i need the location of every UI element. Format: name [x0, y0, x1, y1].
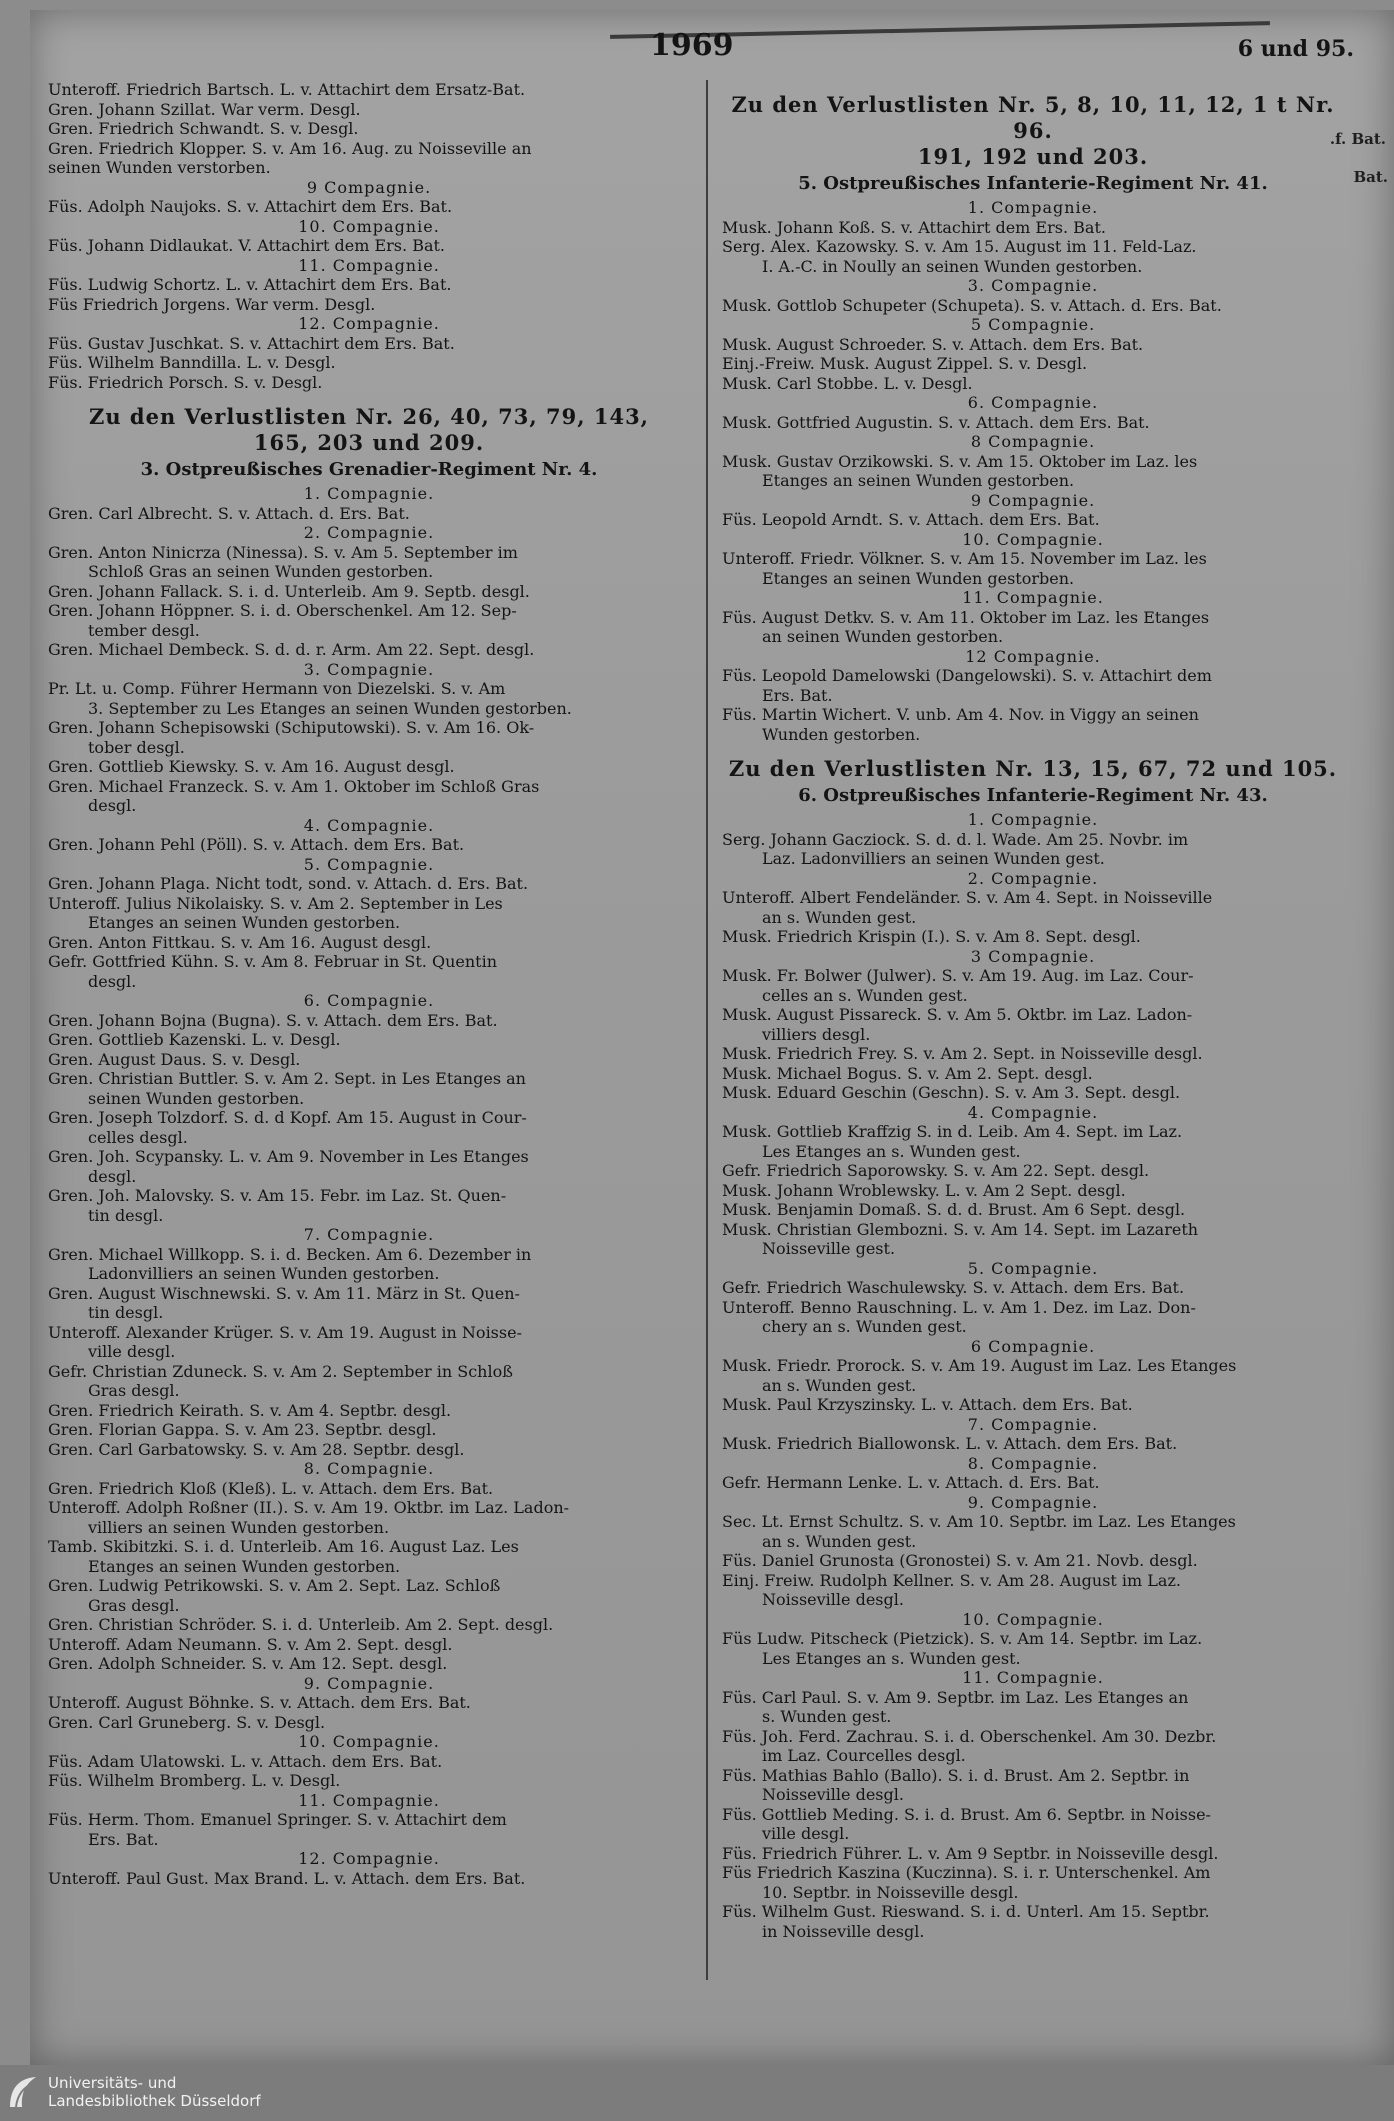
company-heading: 12. Compagnie. [298, 1849, 440, 1868]
list-entry: Einj. Freiw. Rudolph Kellner. S. v. Am 28. August im Laz. [722, 1570, 1181, 1590]
list-entry: Gren. Carl Garbatowsky. S. v. Am 28. Septbr. desgl. [48, 1439, 465, 1459]
company-heading: 10. Compagnie. [298, 1732, 440, 1751]
list-entry-continuation: tin desgl. [88, 1303, 164, 1322]
list-entry: Pr. Lt. u. Comp. Führer Hermann von Diezelski. S. v. Am [48, 679, 506, 698]
company-heading: 5. Compagnie. [303, 854, 435, 874]
list-entry-continuation: Les Etanges an s. Wunden gest. [762, 1648, 1021, 1668]
list-entry: Gren. Joh. Scypansky. L. v. Am 9. November in Les Etanges [48, 1147, 529, 1166]
list-entry: Gren. Friedrich Kloß (Kleß). L. v. Attach. dem Ers. Bat. [48, 1478, 494, 1498]
company-heading: 1. Compagnie. [967, 198, 1099, 217]
company-heading: 7. Compagnie. [967, 1414, 1099, 1434]
list-entry: Füs. Wilhelm Banndilla. L. v. Desgl. [48, 353, 336, 372]
list-entry-continuation: Ladonvilliers an seinen Wunden gestorben. [88, 1264, 440, 1283]
list-entry: Gren. Michael Willkopp. S. i. d. Becken. Am 6. Dezember in [48, 1244, 532, 1264]
company-heading: 8. Compagnie. [303, 1459, 435, 1478]
list-entry: Musk. Johann Koß. S. v. Attachirt dem Ers. Bat. [722, 217, 1106, 237]
list-entry: Füs. Herm. Thom. Emanuel Springer. S. v. Attachirt dem [48, 1810, 507, 1829]
company-heading: 9. Compagnie. [303, 1673, 435, 1693]
list-entry-continuation: an s. Wunden gest. [762, 1375, 917, 1395]
list-entry-continuation: Etanges an seinen Wunden gestorben. [88, 1556, 401, 1576]
list-entry-continuation: celles an s. Wunden gest. [762, 985, 968, 1005]
list-entry: Einj.-Freiw. Musk. August Zippel. S. v. Desgl. [722, 354, 1088, 373]
loss-list-heading: 191, 192 und 203. [917, 144, 1149, 169]
list-entry-continuation: Ers. Bat. [88, 1829, 159, 1849]
list-entry-continuation: Etanges an seinen Wunden gestorben. [762, 568, 1075, 588]
list-entry-continuation: Ers. Bat. [762, 685, 833, 705]
list-entry-continuation: im Laz. Courcelles desgl. [762, 1746, 966, 1765]
list-entry-continuation: an s. Wunden gest. [762, 1531, 917, 1551]
list-entry: Füs. Ludwig Schortz. L. v. Attachirt dem Ers. Bat. [48, 275, 452, 294]
edge-fragment-2: Bat. [1353, 168, 1388, 186]
list-entry-continuation: 10. Septbr. in Noisseville desgl. [762, 1882, 1019, 1902]
edge-fragment-1: .f. Bat. [1329, 130, 1386, 148]
list-entry: Musk. Christian Glembozni. S. v. Am 14. Sept. im Lazareth [722, 1219, 1199, 1239]
list-entry-continuation: ville desgl. [88, 1342, 176, 1361]
list-entry: Serg. Alex. Kazowsky. S. v. Am 15. August im 11. Feld-Laz. [722, 237, 1197, 256]
list-entry: Füs Friedrich Jorgens. War verm. Desgl. [48, 294, 376, 314]
list-entry: Gren. Anton Fittkau. S. v. Am 16. August desgl. [48, 932, 432, 952]
page-number: 1969 [650, 28, 734, 63]
company-heading: 5 Compagnie. [970, 315, 1096, 334]
list-entry: Füs. Joh. Ferd. Zachrau. S. i. d. Oberschenkel. Am 30. Dezbr. [722, 1726, 1217, 1746]
company-heading: 12 Compagnie. [965, 646, 1101, 666]
header-continuation: 6 und 95. [1237, 36, 1354, 62]
list-entry: Gefr. Friedrich Saporowsky. S. v. Am 22. Sept. desgl. [722, 1161, 1150, 1180]
list-entry-continuation: Noisseville desgl. [762, 1590, 904, 1609]
library-footer [0, 2065, 1394, 2121]
list-entry-continuation: chery an s. Wunden gest. [762, 1317, 967, 1336]
list-entry: Gren. Johann Höppner. S. i. d. Oberschenkel. Am 12. Sep- [48, 601, 517, 620]
list-entry: Gren. Friedrich Klopper. S. v. Am 16. Aug. zu Noisseville an [48, 138, 532, 158]
company-heading: 8 Compagnie. [970, 432, 1096, 451]
list-entry: Gren. Friedrich Schwandt. S. v. Desgl. [48, 119, 359, 138]
list-entry: Musk. Johann Wroblewsky. L. v. Am 2 Sept. desgl. [722, 1180, 1126, 1200]
column-divider [706, 80, 708, 1980]
list-entry: Füs. Friedrich Porsch. S. v. Desgl. [48, 372, 323, 392]
list-entry-continuation: Gras desgl. [88, 1595, 180, 1615]
list-entry: Gren. Adolph Schneider. S. v. Am 12. Sept. desgl. [48, 1654, 448, 1673]
list-entry: Musk. Gottlob Schupeter (Schupeta). S. v. Attach. d. Ers. Bat. [722, 295, 1222, 315]
list-entry: Gren. Friedrich Keirath. S. v. Am 4. Septbr. desgl. [48, 1400, 452, 1420]
list-entry-continuation: 3. September zu Les Etanges an seinen Wunden gestorben. [88, 698, 572, 718]
list-entry: Sec. Lt. Ernst Schultz. S. v. Am 10. Septbr. im Laz. Les Etanges [722, 1512, 1236, 1531]
list-entry: Gren. August Wischnewski. S. v. Am 11. März in St. Quen- [48, 1283, 520, 1303]
list-entry: Gren. Michael Dembeck. S. d. d. r. Arm. Am 22. Sept. desgl. [48, 640, 535, 659]
company-heading: 11. Compagnie. [962, 1668, 1104, 1687]
list-entry: Unteroff. Benno Rauschning. L. v. Am 1. Dez. im Laz. Don- [722, 1297, 1196, 1317]
company-heading: 5. Compagnie. [967, 1258, 1099, 1278]
list-entry-continuation: seinen Wunden gestorben. [88, 1088, 305, 1108]
list-entry: Füs. Leopold Damelowski (Dangelowski). S. v. Attachirt dem [722, 666, 1212, 685]
company-heading: 4. Compagnie. [967, 1102, 1099, 1122]
company-heading: 2. Compagnie. [303, 523, 435, 542]
list-entry: Unteroff. Friedrich Bartsch. L. v. Attachirt dem Ersatz-Bat. [48, 80, 526, 99]
library-logo-icon [6, 2073, 40, 2111]
list-entry: Gren. August Daus. S. v. Desgl. [48, 1049, 301, 1069]
list-entry-continuation: in Noisseville desgl. [762, 1921, 925, 1941]
company-heading: 6 Compagnie. [970, 1336, 1096, 1356]
loss-list-heading: Zu den Verlustlisten Nr. 5, 8, 10, 11, 12, 1 t Nr. 96. [731, 92, 1335, 143]
list-entry: Gren. Gottlieb Kazenski. L. v. Desgl. [48, 1030, 341, 1049]
list-entry: Gren. Ludwig Petrikowski. S. v. Am 2. Sept. Laz. Schloß [48, 1576, 501, 1595]
list-entry: Füs Friedrich Kaszina (Kuczinna). S. i. r. Unterschenkel. Am [722, 1863, 1211, 1882]
footer-line-1: Universitäts- und [48, 2074, 177, 2092]
list-entry: Gren. Johann Bojna (Bugna). S. v. Attach. dem Ers. Bat. [48, 1010, 498, 1030]
company-heading: 9 Compagnie. [970, 490, 1096, 510]
company-heading: 4. Compagnie. [303, 815, 435, 835]
list-entry: Tamb. Skibitzki. S. i. d. Unterleib. Am 16. August Laz. Les [48, 1537, 519, 1556]
left-column [48, 80, 690, 1888]
list-entry: Unteroff. Adam Neumann. S. v. Am 2. Sept. desgl. [48, 1634, 453, 1654]
regiment-heading: 5. Ostpreußisches Infanterie-Regiment Nr. 41. [798, 173, 1268, 194]
list-entry-continuation: I. A.-C. in Noully an seinen Wunden gestorben. [762, 256, 1143, 276]
list-entry-continuation: desgl. [88, 796, 137, 815]
list-entry: Gren. Johann Pehl (Pöll). S. v. Attach. dem Ers. Bat. [48, 835, 465, 854]
list-entry: Musk. Fr. Bolwer (Julwer). S. v. Am 19. Aug. im Laz. Cour- [722, 966, 1194, 985]
company-heading: 3. Compagnie. [303, 659, 435, 679]
list-entry: Füs. Martin Wichert. V. unb. Am 4. Nov. in Viggy an seinen [722, 705, 1199, 724]
right-column [722, 80, 1344, 1941]
list-entry-continuation: s. Wunden gest. [762, 1707, 892, 1726]
company-heading: 6. Compagnie. [967, 393, 1099, 412]
company-heading: 10. Compagnie. [962, 529, 1104, 549]
list-entry: seinen Wunden verstorben. [48, 158, 271, 177]
list-entry-continuation: desgl. [88, 1166, 137, 1186]
company-heading: 7. Compagnie. [303, 1225, 435, 1244]
list-entry-continuation: Etanges an seinen Wunden gestorben. [88, 913, 401, 932]
company-heading: 8. Compagnie. [967, 1453, 1099, 1473]
newspaper-page [30, 10, 1394, 2065]
list-entry-continuation: celles desgl. [88, 1127, 188, 1147]
list-entry-continuation: Wunden gestorben. [762, 724, 921, 744]
list-entry: Musk. Carl Stobbe. L. v. Desgl. [722, 373, 973, 393]
list-entry: Füs. Carl Paul. S. v. Am 9. Septbr. im Laz. Les Etanges an [722, 1687, 1189, 1707]
list-entry: Musk. Benjamin Domaß. S. d. d. Brust. Am 6 Sept. desgl. [722, 1200, 1186, 1219]
list-entry: Musk. August Pissareck. S. v. Am 5. Oktbr. im Laz. Ladon- [722, 1005, 1193, 1024]
list-entry-continuation: tober desgl. [88, 737, 185, 757]
list-entry: Gren. Christian Schröder. S. i. d. Unterleib. Am 2. Sept. desgl. [48, 1615, 554, 1634]
list-entry: Füs. Adolph Naujoks. S. v. Attachirt dem Ers. Bat. [48, 197, 453, 216]
list-entry: Unteroff. August Böhnke. S. v. Attach. dem Ers. Bat. [48, 1693, 471, 1712]
list-entry: Gren. Johann Schepisowski (Schiputowski). S. v. Am 16. Ok- [48, 718, 535, 737]
list-entry: Musk. Michael Bogus. S. v. Am 2. Sept. desgl. [722, 1063, 1093, 1083]
list-entry: Musk. Gottlieb Kraffzig S. in d. Leib. Am 4. Sept. im Laz. [722, 1122, 1183, 1141]
list-entry: Gren. Michael Franzeck. S. v. Am 1. Oktober im Schloß Gras [48, 776, 540, 796]
list-entry-continuation: ville desgl. [762, 1824, 850, 1843]
list-entry-continuation: villiers desgl. [762, 1024, 871, 1044]
loss-list-heading: 165, 203 und 209. [253, 430, 485, 455]
list-entry-continuation: desgl. [88, 971, 137, 991]
list-entry-continuation: tin desgl. [88, 1205, 164, 1225]
list-entry: Gren. Johann Fallack. S. i. d. Unterleib. Am 9. Septb. desgl. [48, 581, 530, 601]
list-entry: Füs. Gustav Juschkat. S. v. Attachirt dem Ers. Bat. [48, 333, 455, 353]
company-heading: 9. Compagnie. [967, 1492, 1099, 1512]
list-entry: Unteroff. Albert Fendeländer. S. v. Am 4. Sept. in Noisseville [722, 888, 1213, 907]
list-entry-continuation: Gras desgl. [88, 1381, 180, 1400]
company-heading: 2. Compagnie. [967, 868, 1099, 888]
list-entry-continuation: Schloß Gras an seinen Wunden gestorben. [88, 562, 434, 581]
list-entry: Füs. Leopold Arndt. S. v. Attach. dem Ers. Bat. [722, 510, 1100, 529]
list-entry-continuation: Noisseville desgl. [762, 1785, 904, 1804]
list-entry: Gren. Gottlieb Kiewsky. S. v. Am 16. August desgl. [48, 757, 455, 776]
list-entry: Musk. Friedrich Biallowonsk. L. v. Attach. dem Ers. Bat. [722, 1434, 1178, 1453]
list-entry-continuation: an seinen Wunden gestorben. [762, 627, 1004, 646]
company-heading: 6. Compagnie. [303, 991, 435, 1010]
list-entry: Gren. Joseph Tolzdorf. S. d. d Kopf. Am 15. August in Cour- [48, 1108, 527, 1127]
list-entry: Serg. Johann Gacziock. S. d. d. l. Wade. Am 25. Novbr. im [722, 829, 1189, 849]
list-entry: Füs. Wilhelm Gust. Rieswand. S. i. d. Unterl. Am 15. Septbr. [722, 1902, 1210, 1921]
list-entry: Füs. Johann Didlaukat. V. Attachirt dem Ers. Bat. [48, 236, 445, 255]
loss-list-heading: Zu den Verlustlisten Nr. 26, 40, 73, 79, 143, [89, 404, 649, 429]
company-heading: 12. Compagnie. [298, 314, 440, 333]
list-entry: Füs. Gottlieb Meding. S. i. d. Brust. Am 6. Septbr. in Noisse- [722, 1804, 1211, 1824]
company-heading: 11. Compagnie. [298, 1790, 440, 1810]
company-heading: 3. Compagnie. [967, 276, 1099, 295]
list-entry: Unteroff. Paul Gust. Max Brand. L. v. Attach. dem Ers. Bat. [48, 1868, 526, 1888]
list-entry: Musk. Gustav Orzikowski. S. v. Am 15. Oktober im Laz. les [722, 451, 1198, 471]
list-entry-continuation: Les Etanges an s. Wunden gest. [762, 1141, 1021, 1161]
loss-list-heading: Zu den Verlustlisten Nr. 13, 15, 67, 72 und 105. [728, 756, 1338, 781]
list-entry: Gren. Joh. Malovsky. S. v. Am 15. Febr. im Laz. St. Quen- [48, 1186, 507, 1205]
list-entry-continuation: villiers an seinen Wunden gestorben. [88, 1517, 390, 1537]
list-entry: Musk. August Schroeder. S. v. Attach. dem Ers. Bat. [722, 334, 1144, 354]
list-entry: Gren. Christian Buttler. S. v. Am 2. Sept. in Les Etanges an [48, 1069, 526, 1088]
company-heading: 10. Compagnie. [298, 216, 440, 236]
list-entry: Gefr. Hermann Lenke. L. v. Attach. d. Ers. Bat. [722, 1473, 1100, 1492]
list-entry: Unteroff. Friedr. Völkner. S. v. Am 15. November im Laz. les [722, 549, 1207, 568]
list-entry-continuation: tember desgl. [88, 620, 200, 640]
company-heading: 11. Compagnie. [962, 588, 1104, 607]
list-entry-continuation: Laz. Ladonvilliers an seinen Wunden gest. [762, 849, 1105, 868]
company-heading: 11. Compagnie. [298, 255, 440, 275]
list-entry: Musk. Eduard Geschin (Geschn). S. v. Am 3. Sept. desgl. [722, 1083, 1181, 1102]
company-heading: 3 Compagnie. [970, 946, 1096, 966]
regiment-heading: 6. Ostpreußisches Infanterie-Regiment Nr. 43. [798, 785, 1268, 806]
list-entry-continuation: an s. Wunden gest. [762, 907, 917, 927]
regiment-heading: 3. Ostpreußisches Grenadier-Regiment Nr. 4. [140, 459, 598, 480]
list-entry: Füs. Daniel Grunosta (Gronostei) S. v. Am 21. Novb. desgl. [722, 1551, 1198, 1570]
list-entry: Füs. August Detkv. S. v. Am 11. Oktober im Laz. les Etanges [722, 607, 1210, 627]
list-entry: Füs Ludw. Pitscheck (Pietzick). S. v. Am 14. Septbr. im Laz. [722, 1629, 1203, 1648]
list-entry: Gren. Carl Albrecht. S. v. Attach. d. Ers. Bat. [48, 503, 410, 523]
list-entry: Musk. Friedrich Frey. S. v. Am 2. Sept. in Noisseville desgl. [722, 1044, 1203, 1063]
list-entry: Füs. Friedrich Führer. L. v. Am 9 Septbr. in Noisseville desgl. [722, 1843, 1219, 1863]
list-entry: Füs. Mathias Bahlo (Ballo). S. i. d. Brust. Am 2. Septbr. in [722, 1765, 1190, 1785]
list-entry: Gren. Johann Szillat. War verm. Desgl. [48, 99, 361, 119]
list-entry: Gren. Johann Plaga. Nicht todt, sond. v. Attach. d. Ers. Bat. [48, 874, 529, 893]
company-heading: 1. Compagnie. [303, 484, 435, 503]
list-entry: Gefr. Christian Zduneck. S. v. Am 2. September in Schloß [48, 1361, 513, 1381]
company-heading: 1. Compagnie. [967, 810, 1099, 829]
list-entry: Musk. Gottfried Augustin. S. v. Attach. dem Ers. Bat. [722, 412, 1150, 432]
list-entry: Füs. Adam Ulatowski. L. v. Attach. dem Ers. Bat. [48, 1751, 443, 1771]
list-entry-continuation: Noisseville gest. [762, 1239, 896, 1258]
list-entry: Füs. Wilhelm Bromberg. L. v. Desgl. [48, 1771, 341, 1790]
list-entry: Musk. Friedrich Krispin (I.). S. v. Am 8. Sept. desgl. [722, 927, 1141, 946]
list-entry: Gren. Anton Ninicrza (Ninessa). S. v. Am 5. September im [48, 542, 518, 562]
list-entry: Gefr. Friedrich Waschulewsky. S. v. Attach. dem Ers. Bat. [722, 1278, 1185, 1297]
list-entry: Gren. Florian Gappa. S. v. Am 23. Septbr. desgl. [48, 1420, 437, 1439]
list-entry: Gefr. Gottfried Kühn. S. v. Am 8. Februar in St. Quentin [48, 952, 497, 971]
list-entry-continuation: Etanges an seinen Wunden gestorben. [762, 471, 1075, 490]
company-heading: 9 Compagnie. [306, 177, 432, 197]
footer-line-2: Landesbibliothek Düsseldorf [48, 2092, 261, 2110]
list-entry: Unteroff. Alexander Krüger. S. v. Am 19. August in Noisse- [48, 1322, 522, 1342]
company-heading: 10. Compagnie. [962, 1609, 1104, 1629]
list-entry: Gren. Carl Gruneberg. S. v. Desgl. [48, 1712, 326, 1732]
list-entry: Musk. Friedr. Prorock. S. v. Am 19. August im Laz. Les Etanges [722, 1356, 1237, 1375]
list-entry: Musk. Paul Krzyszinsky. L. v. Attach. dem Ers. Bat. [722, 1395, 1133, 1414]
list-entry: Unteroff. Adolph Roßner (II.). S. v. Am 19. Oktbr. im Laz. Ladon- [48, 1498, 570, 1517]
list-entry: Unteroff. Julius Nikolaisky. S. v. Am 2. September in Les [48, 893, 503, 913]
